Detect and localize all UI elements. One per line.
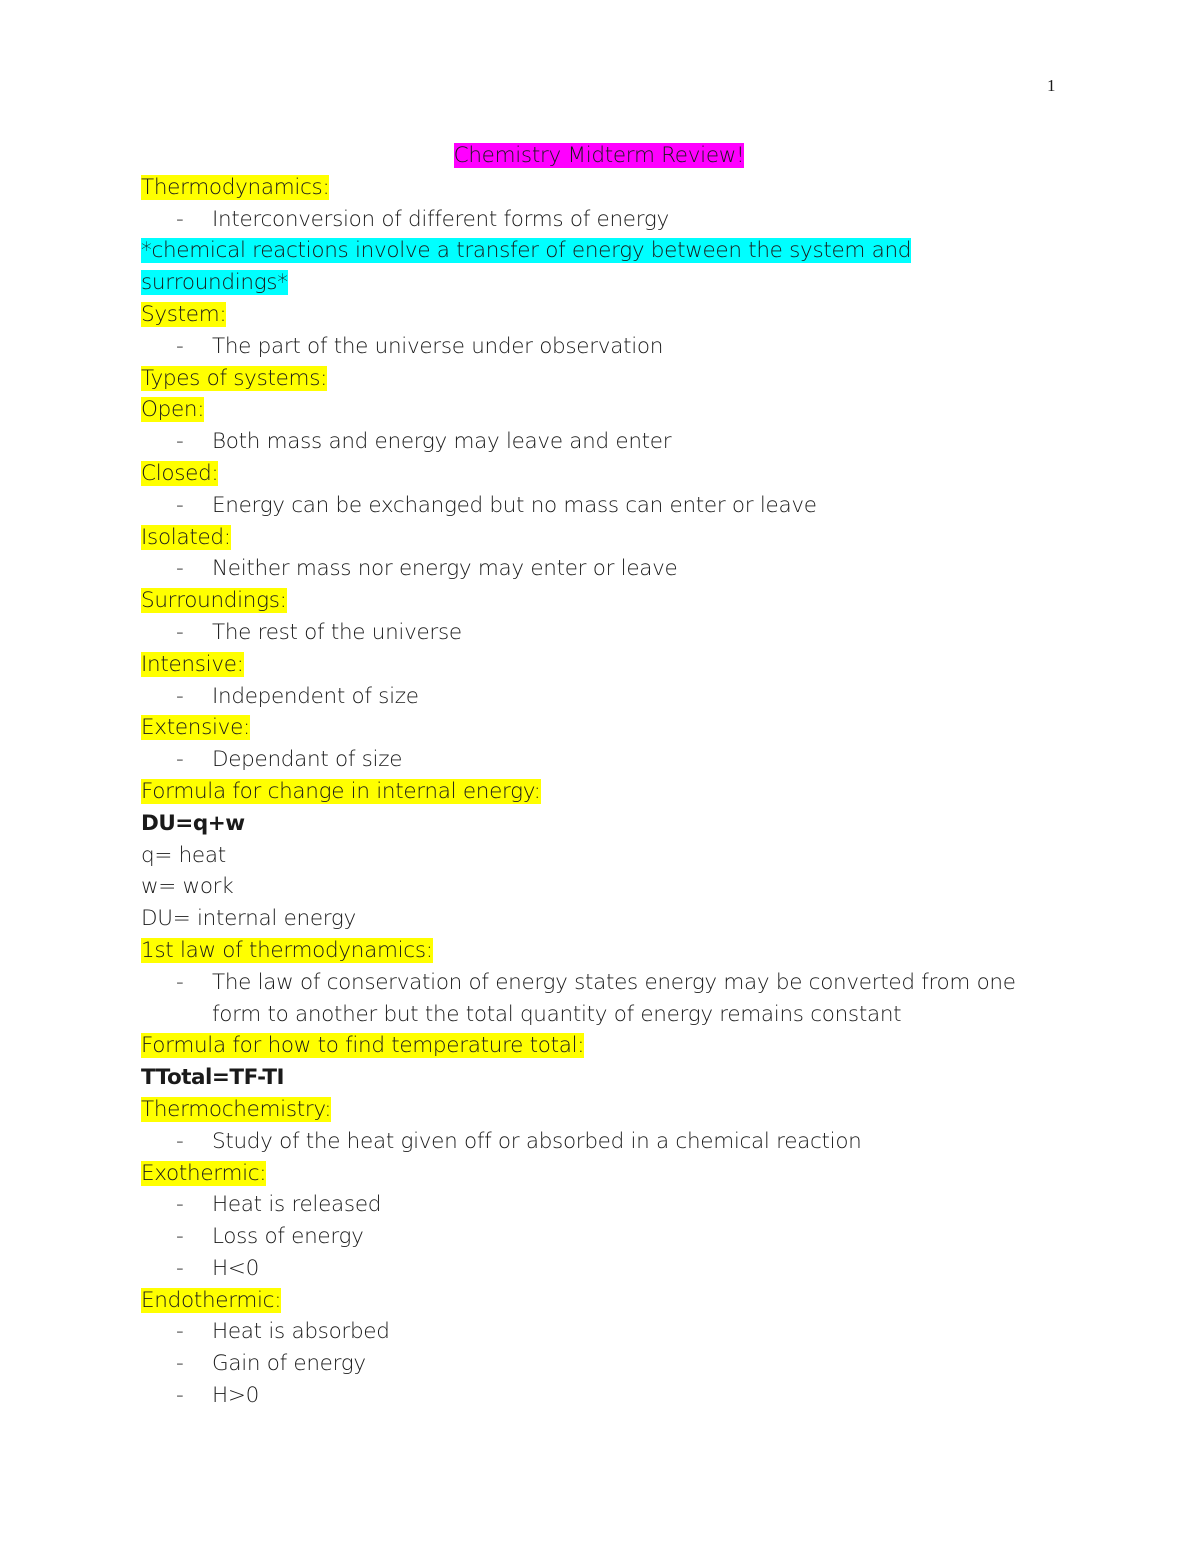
section-heading: Types of systems: [141,365,328,391]
formula: TTotal=TF-TI [141,1065,285,1091]
section-heading: System: [141,301,227,327]
bullet-text: Heat is absorbed [212,1319,390,1345]
bullet-item [141,1221,1061,1253]
bullet-text: Neither mass nor energy may enter or leave [212,556,678,582]
bullet-marker: - [176,429,184,455]
heading-line [141,299,1061,331]
heading-line [141,1030,1061,1062]
bullet-item [141,1348,1061,1380]
note-line [141,267,1061,299]
page-title: Chemistry Midterm Review! [453,143,745,168]
bullet-text: Energy can be exchanged but no mass can enter or leave [212,492,817,518]
heading-line [141,935,1061,967]
document-body [141,140,1061,1412]
bullet-text: The rest of the universe [212,619,462,645]
bullet-text: Gain of energy [212,1351,366,1377]
text-line [141,903,1061,935]
section-heading: Thermodynamics: [141,174,330,200]
bullet-text: H<0 [212,1255,259,1281]
bullet-marker: - [176,1128,184,1154]
heading-line [141,712,1061,744]
text-line [141,871,1061,903]
bullet-item [141,204,1061,236]
bullet-item [141,1189,1061,1221]
formula: DU=q+w [141,810,245,836]
bullet-item [141,331,1061,363]
bullet-item [141,1380,1061,1412]
highlighted-note: *chemical reactions involve a transfer of energy between the system and [141,238,912,264]
section-heading: Closed: [141,460,219,486]
definition-text: w= work [141,874,234,900]
title-line [141,140,1057,172]
section-heading: Exothermic: [141,1160,267,1186]
bullet-item [141,617,1061,649]
heading-line [141,585,1061,617]
section-heading: 1st law of thermodynamics: [141,937,433,963]
section-heading: Isolated: [141,524,231,550]
section-heading: Surroundings: [141,588,287,614]
heading-line [141,458,1061,490]
bullet-text: Both mass and energy may leave and enter [212,429,672,455]
bullet-marker: - [176,1255,184,1281]
bullet-marker: - [176,333,184,359]
bullet-marker: - [176,206,184,232]
bullet-item [141,744,1061,776]
bullet-text: Interconversion of different forms of energy [212,206,669,232]
heading-line [141,394,1061,426]
heading-line [141,522,1061,554]
heading-line [141,363,1061,395]
bullet-item [141,1126,1061,1158]
bullet-item [141,967,1061,1031]
heading-line [141,1285,1061,1317]
bullet-item [141,426,1061,458]
bullet-text: The law of conservation of energy states energy may be converted from one form to another but the total quantity of energy remains constant [212,969,1016,1027]
bullet-marker: - [176,1351,184,1377]
page-number: 1 [1047,76,1056,95]
bullet-item [141,553,1061,585]
heading-line [141,1094,1061,1126]
bullet-text: Independent of size [212,683,419,709]
formula-line [141,808,1061,840]
bullet-item [141,1253,1061,1285]
bullet-item [141,490,1061,522]
bullet-marker: - [176,1383,184,1409]
section-heading: Thermochemistry: [141,1096,332,1122]
section-heading: Extensive: [141,715,250,741]
heading-line [141,776,1061,808]
notes-list [141,172,1061,1412]
heading-line [141,649,1061,681]
note-line [141,235,1061,267]
text-line [141,840,1061,872]
bullet-marker: - [176,747,184,773]
highlighted-note: surroundings* [141,270,288,296]
bullet-item [141,1316,1061,1348]
bullet-text: Study of the heat given off or absorbed in a chemical reaction [212,1128,862,1154]
bullet-marker: - [176,492,184,518]
bullet-marker: - [176,683,184,709]
bullet-marker: - [176,556,184,582]
bullet-marker: - [176,1319,184,1345]
bullet-text: Dependant of size [212,747,403,773]
bullet-marker: - [176,1192,184,1218]
definition-text: DU= internal energy [141,906,356,932]
section-heading: Open: [141,397,205,423]
bullet-text: The part of the universe under observation [212,333,664,359]
bullet-text: Loss of energy [212,1224,364,1250]
bullet-marker: - [176,1224,184,1250]
section-heading: Intensive: [141,651,244,677]
bullet-item [141,681,1061,713]
bullet-marker: - [176,619,184,645]
section-heading: Formula for change in internal energy: [141,778,541,804]
bullet-text: H>0 [212,1383,259,1409]
heading-line [141,1158,1061,1190]
bullet-text: Heat is released [212,1192,382,1218]
heading-line [141,172,1061,204]
definition-text: q= heat [141,842,226,868]
section-heading: Formula for how to find temperature total: [141,1033,585,1059]
section-heading: Endothermic: [141,1287,282,1313]
formula-line [141,1062,1061,1094]
bullet-marker: - [176,969,184,995]
